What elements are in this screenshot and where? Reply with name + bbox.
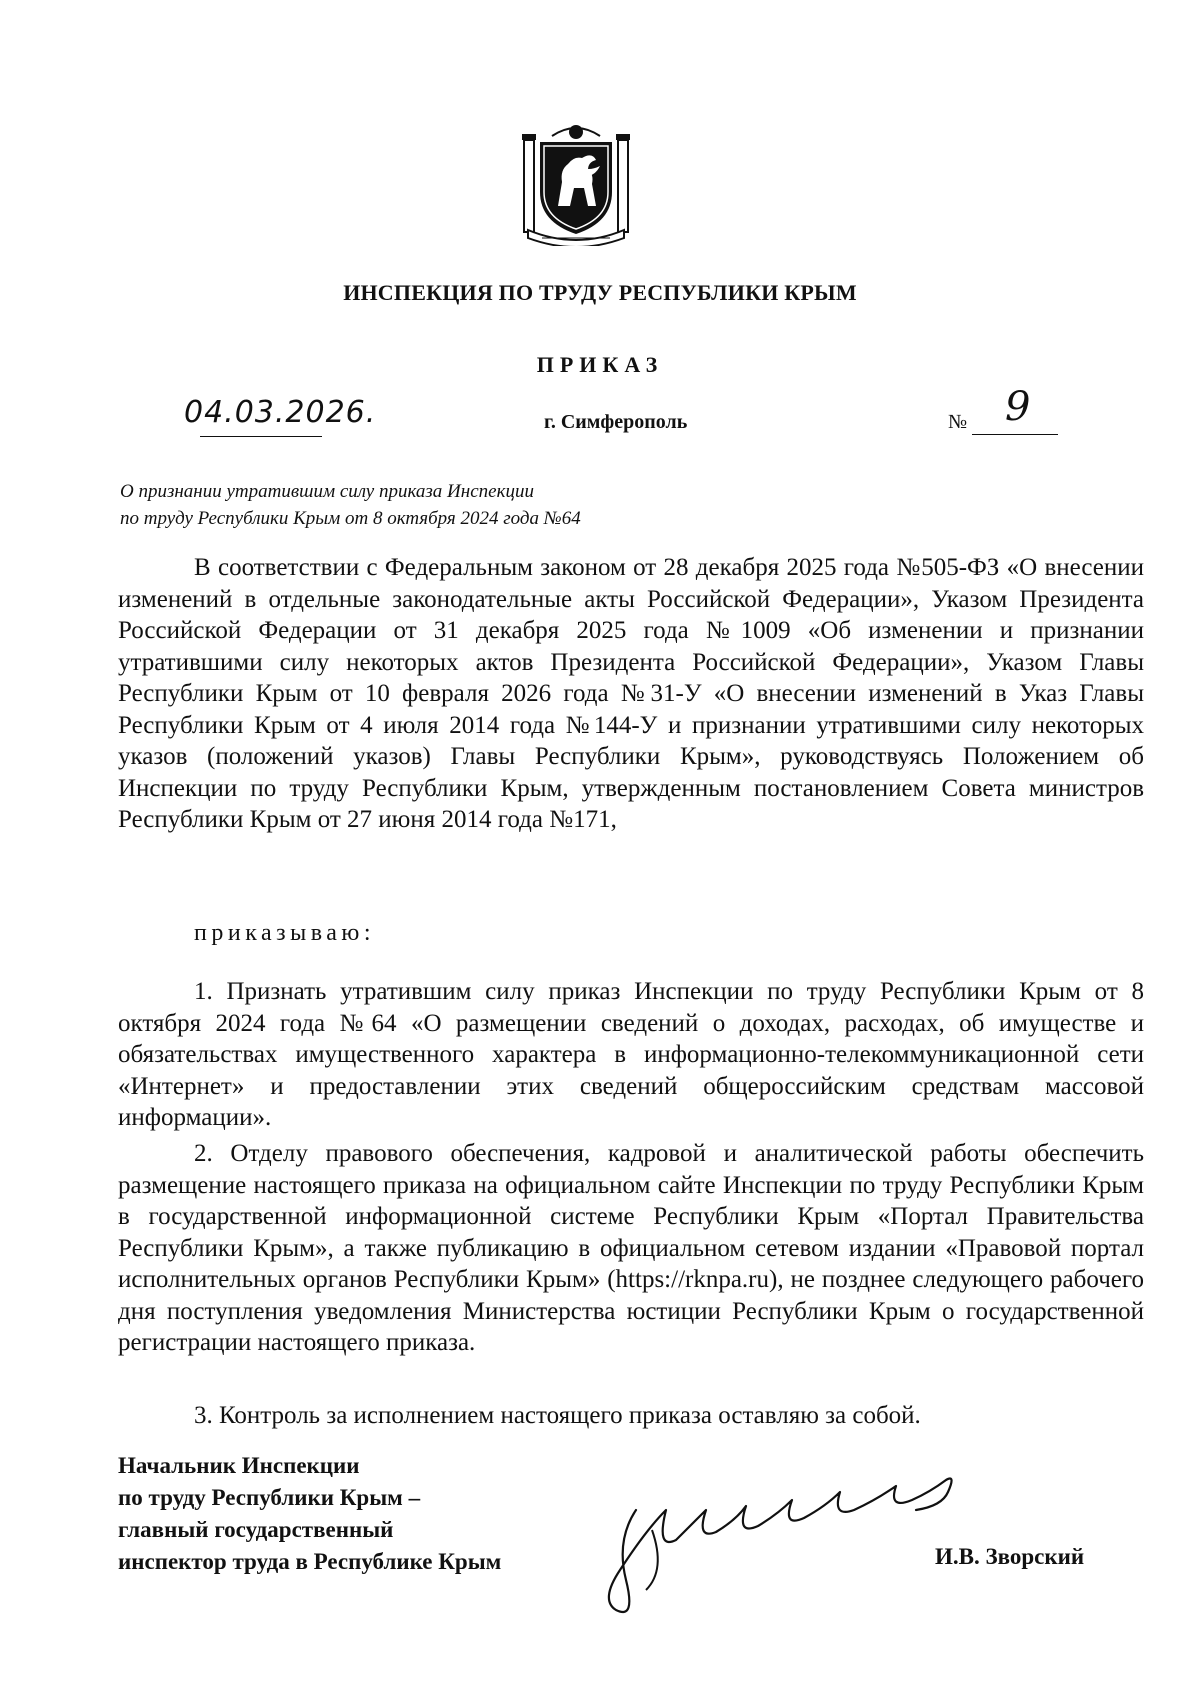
- organization-title: ИНСПЕКЦИЯ ПО ТРУДУ РЕСПУБЛИКИ КРЫМ: [343, 280, 857, 305]
- order-subject: [120, 478, 800, 532]
- signatory-line: по труду Республики Крым –: [118, 1485, 421, 1510]
- signatory-title: [118, 1450, 501, 1578]
- number-underline: [972, 434, 1058, 435]
- signatory-line: Начальник Инспекции: [118, 1453, 360, 1478]
- subject-line: по труду Республики Крым от 8 октября 2024 года №64: [120, 508, 581, 529]
- signer-name: И.В. Зворский: [935, 1544, 1085, 1569]
- order-date: 04.03.2026.: [184, 395, 377, 430]
- subject-line: О признании утратившим силу приказа Инспекции: [120, 481, 534, 502]
- date-underline: [200, 436, 322, 437]
- order-number: 9: [1005, 384, 1031, 430]
- order-item-1: 1. Признать утратившим силу приказ Инспекции по труду Республики Крым от 8 октября 2024 года №64 «О размещении сведений о доходах, расходах, об имуществе и обязательствах имущественного характера в информационно-телекоммуникационной сети «Интернет» и предоставлении этих сведений общероссийским средствам массовой информации».: [118, 978, 1144, 1131]
- city: г. Симферополь: [544, 411, 688, 433]
- signatory-line: главный государственный: [118, 1517, 394, 1542]
- preamble-paragraph: В соответствии с Федеральным законом от 28 декабря 2025 года №505-ФЗ «О внесении изменений в отдельные законодательные акты Российской Федерации», Указом Президента Российской Федерации от 31 декабря 2025 года №1009 «Об изменении и признании утратившими силу некоторых актов Президента Российской Федерации», Указом Главы Республики Крым от 10 февраля 2026 года №31-У «О внесении изменений в Указ Главы Республики Крым от 4 июля 2014 года №144-У и признании утратившими силу некоторых указов (положений указов) Главы Республики Крым», руководствуясь Положением об Инспекции по труду Республики Крым, утвержденным постановлением Совета министров Республики Крым от 27 июня 2014 года №171,: [118, 554, 1144, 833]
- signatory-line: инспектор труда в Республике Крым: [118, 1549, 502, 1574]
- order-item-2: 2. Отделу правового обеспечения, кадровой и аналитической работы обеспечить размещение настоящего приказа на официальном сайте Инспекции по труду Республики Крым в государственной информационной системе Республики Крым «Портал Правительства Республики Крым», а также публикацию в официальном сетевом издании «Правовой портал исполнительных органов Республики Крым» (https://rknpa.ru), не позднее следующего рабочего дня поступления уведомления Министерства юстиции Республики Крым о государственной регистрации настоящего приказа.: [118, 1140, 1144, 1356]
- decree-word: приказываю:: [194, 920, 376, 946]
- order-item-3: 3. Контроль за исполнением настоящего приказа оставляю за собой.: [194, 1402, 921, 1429]
- crimea-coat-of-arms-icon: [522, 122, 630, 246]
- document-type: ПРИКАЗ: [536, 352, 664, 377]
- number-label: №: [948, 411, 968, 433]
